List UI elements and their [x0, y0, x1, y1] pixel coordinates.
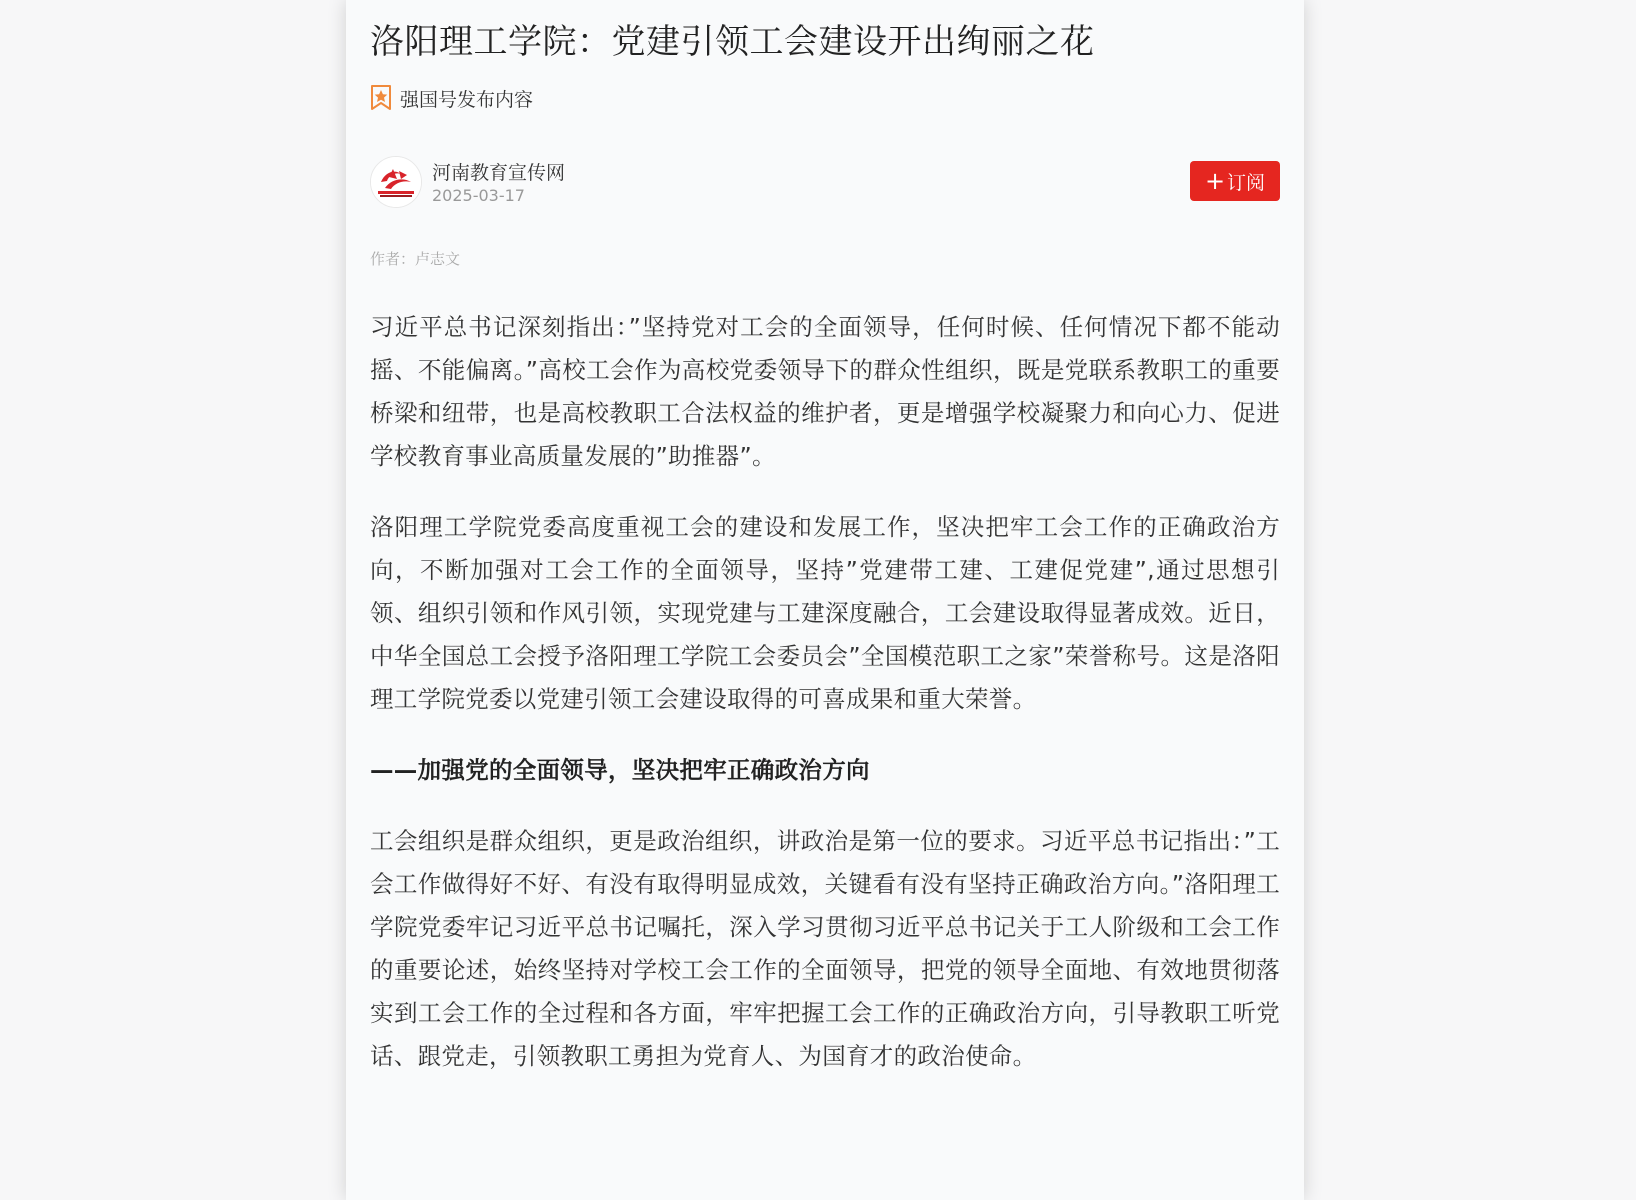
source-tag-label: 强国号发布内容 [400, 88, 534, 111]
publish-date: 2025-03-17 [432, 186, 525, 205]
author-row [370, 152, 1280, 206]
author-byline: 作者：卢志文 [370, 250, 461, 268]
section-heading: ——加强党的全面领导，坚决把牢正确政治方向 [370, 756, 870, 784]
publisher-logo-icon[interactable] [370, 156, 422, 208]
subscribe-button[interactable] [1190, 161, 1280, 201]
plus-icon: + [1204, 167, 1226, 195]
article-body [370, 306, 1280, 1106]
article-title: 洛阳理工学院：党建引领工会建设开出绚丽之花 [370, 22, 1095, 62]
article-paragraph: 工会组织是群众组织，更是政治组织，讲政治是第一位的要求。习近平总书记指出：”工会工作做得好不好、有没有取得明显成效，关键看有没有坚持正确政治方向。”洛阳理工学院党委牢记习近平总书记嘱托，深入学习贯彻习近平总书记关于工人阶级和工会工作的重要论述，始终坚持对学校工会工作的全面领导，把党的领导全面地、有效地贯彻落实到工会工作的全过程和各方面，牢牢把握工会工作的正确政治方向，引导教职工听党话、跟党走，引领教职工勇担为党育人、为国育才的政治使命。 [370, 827, 1280, 1070]
article-paragraph: 习近平总书记深刻指出：”坚持党对工会的全面领导，任何时候、任何情况下都不能动摇、不能偏离。”高校工会作为高校党委领导下的群众性组织，既是党联系教职工的重要桥梁和纽带，也是高校教职工合法权益的维护者，更是增强学校凝聚力和向心力、促进学校教育事业高质量发展的”助推器”。 [370, 313, 1280, 470]
article-paragraph: 洛阳理工学院党委高度重视工会的建设和发展工作，坚决把牢工会工作的正确政治方向，不断加强对工会工作的全面领导，坚持”党建带工建、工建促党建”,通过思想引领、组织引领和作风引领，实现党建与工建深度融合，工会建设取得显著成效。近日，中华全国总工会授予洛阳理工学院工会委员会”全国模范职工之家”荣誉称号。这是洛阳理工学院党委以党建引领工会建设取得的可喜成果和重大荣誉。 [370, 513, 1280, 713]
source-tag [370, 84, 533, 112]
bookmark-star-icon [370, 85, 392, 111]
publisher-name[interactable]: 河南教育宣传网 [432, 162, 566, 184]
subscribe-label: 订阅 [1227, 171, 1266, 194]
article-page [346, 0, 1304, 1200]
